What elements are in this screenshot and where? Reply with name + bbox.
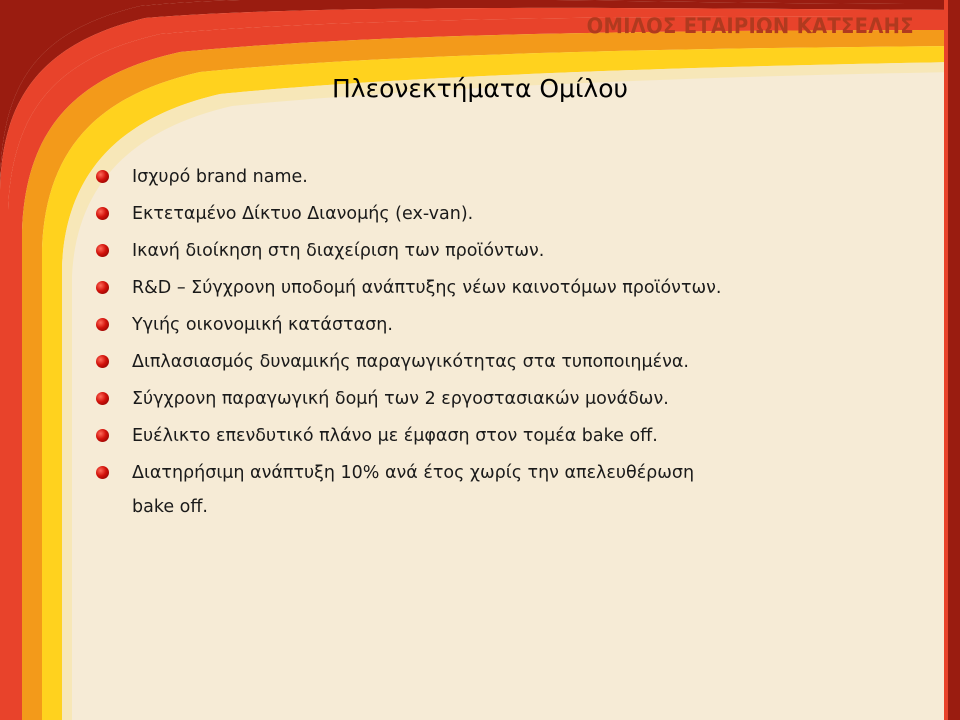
company-logo: ΟΜΙΛΟΣ ΕΤΑΙΡΙΩΝ ΚΑΤΣΕΛΗΣ — [586, 14, 914, 38]
right-edge-line — [948, 0, 960, 720]
list-item-text: Υγιής οικονομική κατάσταση. — [132, 315, 393, 335]
bullet-icon — [96, 207, 109, 220]
slide-title — [0, 74, 960, 103]
right-edge-inner — [944, 0, 948, 720]
list-item — [96, 345, 736, 379]
list-item — [96, 382, 736, 416]
list-item-text: Ισχυρό brand name. — [132, 167, 308, 187]
bullet-icon — [96, 170, 109, 183]
advantages-list — [96, 160, 736, 527]
bullet-icon — [96, 318, 109, 331]
bullet-icon — [96, 281, 109, 294]
bullet-icon — [96, 355, 109, 368]
list-item — [96, 308, 736, 342]
list-item-text: Διατηρήσιμη ανάπτυξη 10% ανά έτος χωρίς την απελευθέρωση bake off. — [132, 463, 695, 517]
list-item-text: Διπλασιασμός δυναμικής παραγωγικότητας στα τυποποιημένα. — [132, 352, 689, 372]
list-item-text: Ευέλικτο επενδυτικό πλάνο με έμφαση στον τομέα bake off. — [132, 426, 658, 446]
bullet-icon — [96, 429, 109, 442]
list-item — [96, 271, 736, 305]
slide-title-text: Πλεονεκτήματα Ομίλου — [332, 74, 628, 103]
list-item-text: Ικανή διοίκηση στη διαχείριση των προϊόντων. — [132, 241, 545, 261]
list-item — [96, 419, 736, 453]
list-item — [96, 456, 736, 524]
list-item-text: Σύγχρονη παραγωγική δομή των 2 εργοστασιακών μονάδων. — [132, 389, 669, 409]
list-item — [96, 234, 736, 268]
list-item — [96, 197, 736, 231]
bullet-icon — [96, 392, 109, 405]
list-item-text: Εκτεταμένο Δίκτυο Διανομής (ex-van). — [132, 204, 474, 224]
bullet-icon — [96, 466, 109, 479]
bullet-icon — [96, 244, 109, 257]
list-item-text: R&D – Σύγχρονη υποδομή ανάπτυξης νέων καινοτόμων προϊόντων. — [132, 278, 722, 298]
list-item — [96, 160, 736, 194]
